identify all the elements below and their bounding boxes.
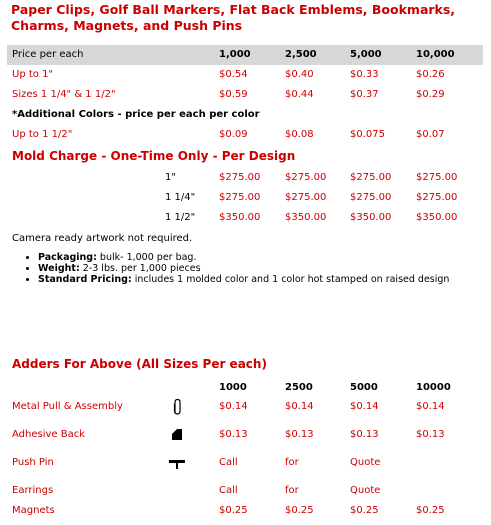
- list-item: [38, 274, 478, 285]
- row-label: Sizes 1 1/4" & 1 1/2": [12, 89, 116, 100]
- table-row: [7, 425, 483, 445]
- table-row: [7, 188, 483, 208]
- row-label: Adhesive Back: [12, 429, 86, 440]
- paperclip-icon: [170, 398, 184, 416]
- note-label: Weight:: [38, 263, 80, 274]
- price-cell: $0.25: [350, 505, 379, 516]
- price-cell: $0.13: [219, 429, 248, 440]
- note-label: Standard Pricing:: [38, 274, 132, 285]
- list-item: [38, 263, 478, 274]
- adders-title: Adders For Above (All Sizes Per each): [12, 357, 267, 371]
- price-cell: $0.14: [416, 401, 445, 412]
- mold-size: 1 1/4": [165, 192, 196, 203]
- price-cell: $0.54: [219, 69, 248, 80]
- price-cell: $0.59: [219, 89, 248, 100]
- table-row: [7, 397, 483, 417]
- price-cell: $275.00: [416, 172, 458, 183]
- price-cell: $0.29: [416, 89, 445, 100]
- table-row: [7, 168, 483, 188]
- note-text: bulk- 1,000 per bag.: [96, 252, 197, 263]
- price-header-q3: 5,000: [350, 49, 382, 60]
- price-header-q4: 10,000: [416, 49, 455, 60]
- table-row: [7, 65, 483, 85]
- price-cell: $275.00: [219, 172, 261, 183]
- price-cell: $0.14: [285, 401, 314, 412]
- list-item: [38, 252, 478, 263]
- price-cell: $0.25: [285, 505, 314, 516]
- price-cell: $0.075: [350, 129, 385, 140]
- adders-header-q1: 1000: [219, 382, 247, 393]
- row-label: Earrings: [12, 485, 54, 496]
- price-cell: $0.08: [285, 129, 314, 140]
- table-row: [7, 481, 483, 501]
- price-cell: $0.09: [219, 129, 248, 140]
- price-cell: $350.00: [416, 212, 458, 223]
- price-cell: $275.00: [219, 192, 261, 203]
- table-row: [7, 453, 483, 473]
- adders-header-q4: 10000: [416, 382, 451, 393]
- note-text: includes 1 molded color and 1 color hot stamped on raised design: [131, 274, 450, 285]
- price-cell: for: [285, 457, 299, 468]
- table-row: [7, 501, 483, 521]
- mold-size: 1 1/2": [165, 212, 196, 223]
- price-cell: $0.13: [350, 429, 379, 440]
- price-cell: $0.44: [285, 89, 314, 100]
- price-cell: $0.40: [285, 69, 314, 80]
- row-label: Push Pin: [12, 457, 54, 468]
- price-cell: $275.00: [350, 172, 392, 183]
- price-cell: $275.00: [285, 172, 327, 183]
- camera-ready-note: Camera ready artwork not required.: [12, 233, 193, 244]
- price-cell: Quote: [350, 485, 381, 496]
- price-header-q1: 1,000: [219, 49, 251, 60]
- price-table-header: [7, 45, 483, 65]
- row-label: Metal Pull & Assembly: [12, 401, 123, 412]
- row-label: Up to 1 1/2": [12, 129, 73, 140]
- note-label: Packaging:: [38, 252, 97, 263]
- price-cell: $0.25: [219, 505, 248, 516]
- price-cell: $0.13: [285, 429, 314, 440]
- adders-header-q3: 5000: [350, 382, 378, 393]
- price-cell: $0.13: [416, 429, 445, 440]
- adders-header-q2: 2500: [285, 382, 313, 393]
- adders-header: [7, 378, 483, 398]
- additional-colors-label-row: [7, 105, 483, 125]
- price-header-q2: 2,500: [285, 49, 317, 60]
- note-text: 2-3 lbs. per 1,000 pieces: [79, 263, 201, 274]
- price-cell: $0.37: [350, 89, 379, 100]
- price-cell: Quote: [350, 457, 381, 468]
- price-cell: $0.07: [416, 129, 445, 140]
- table-row: [7, 125, 483, 145]
- price-cell: $0.14: [219, 401, 248, 412]
- price-cell: $275.00: [285, 192, 327, 203]
- table-row: [7, 208, 483, 228]
- price-cell: $275.00: [416, 192, 458, 203]
- price-cell: Call: [219, 457, 238, 468]
- mold-size: 1": [165, 172, 176, 183]
- mold-charge-title: Mold Charge - One-Time Only - Per Design: [12, 149, 296, 163]
- additional-colors-label: *Additional Colors - price per each per color: [12, 109, 260, 120]
- push-pin-icon: [167, 454, 187, 472]
- price-cell: $0.33: [350, 69, 379, 80]
- price-cell: $350.00: [219, 212, 261, 223]
- row-label: Magnets: [12, 505, 55, 516]
- price-cell: $275.00: [350, 192, 392, 203]
- price-cell: $350.00: [285, 212, 327, 223]
- table-row: [7, 85, 483, 105]
- price-cell: for: [285, 485, 299, 496]
- price-cell: $0.25: [416, 505, 445, 516]
- price-cell: $350.00: [350, 212, 392, 223]
- page-title: Paper Clips, Golf Ball Markers, Flat Back Emblems, Bookmarks, Charms, Magnets, and Push Pins: [11, 2, 456, 33]
- notes-list: [12, 252, 478, 285]
- price-cell: Call: [219, 485, 238, 496]
- price-header-label: Price per each: [12, 49, 84, 60]
- adhesive-icon: [170, 426, 184, 444]
- row-label: Up to 1": [12, 69, 54, 80]
- price-cell: $0.14: [350, 401, 379, 412]
- price-cell: $0.26: [416, 69, 445, 80]
